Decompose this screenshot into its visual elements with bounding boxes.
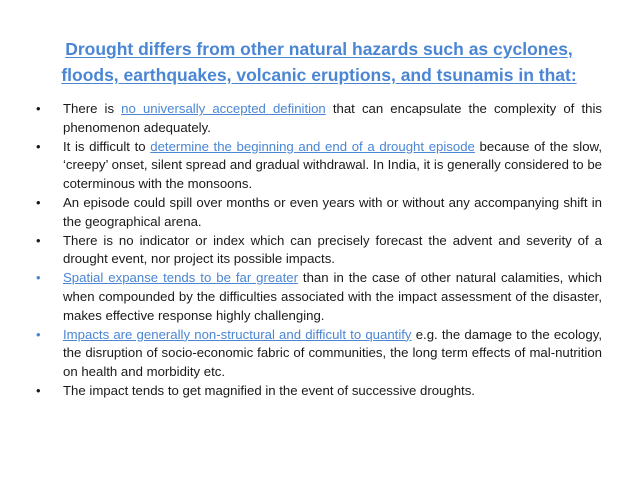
- bullet-text: because of the slow, ‘creepy’ onset, silent spread and gradual withdrawal. In India, it is generally considered to be coterminous with the monsoons.: [63, 138, 603, 191]
- bullet-item-4: [36, 232, 602, 269]
- bullet-marker: •: [36, 232, 41, 248]
- bullet-text: There is: [63, 101, 122, 116]
- bullet-text: There is no indicator or index which can precisely forecast the advent and severity of a drought event, nor project its possible impacts.: [63, 232, 602, 267]
- bullet-text: It is difficult to: [63, 138, 151, 154]
- bullet-marker: •: [36, 101, 41, 116]
- bullet-item-7: [36, 382, 602, 401]
- bullet-text: The impact tends to get magnified in the event of successive droughts.: [63, 382, 475, 398]
- bullet-marker: •: [36, 326, 41, 342]
- bullet-marker: •: [36, 382, 41, 398]
- bullet-list: [36, 100, 602, 401]
- bullet-text: e.g. the damage to the ecology, the disruption of socio-economic fabric of communities, the long term effects of mal-nutrition on health and morbidity etc.: [63, 326, 602, 379]
- bullet-item-1: [36, 100, 602, 137]
- bullet-link[interactable]: determine the beginning and end of a drought episode: [150, 138, 475, 154]
- bullet-link[interactable]: Spatial expanse tends to be far greater: [63, 270, 298, 286]
- slide-title: [30, 36, 608, 88]
- bullet-link[interactable]: Impacts are generally non-structural and difficult to quantify: [63, 326, 412, 342]
- bullet-marker: •: [36, 138, 41, 154]
- bullet-marker: •: [36, 194, 41, 210]
- bullet-item-6: [36, 326, 602, 382]
- bullet-marker: •: [36, 270, 41, 286]
- bullet-text: that can encapsulate the complexity of this phenomenon adequately.: [63, 101, 602, 135]
- slide-title-line-1: Drought differs from other natural hazards such as cyclones,: [65, 39, 573, 59]
- bullet-item-5: [36, 269, 602, 325]
- bullet-text: An episode could spill over months or even years with or without any accompanying shift in the geographical arena.: [63, 194, 602, 229]
- slide-title-line-2: floods, earthquakes, volcanic eruptions, and tsunamis in that:: [61, 65, 577, 85]
- bullet-item-3: [36, 194, 602, 231]
- bullet-item-2: [36, 138, 602, 194]
- bullet-link[interactable]: no universally accepted definition: [121, 101, 326, 116]
- bullet-text: than in the case of other natural calamities, which when compounded by the difficulties associated with the impact assessment of the disaster, makes effective response highly challenging.: [63, 270, 603, 323]
